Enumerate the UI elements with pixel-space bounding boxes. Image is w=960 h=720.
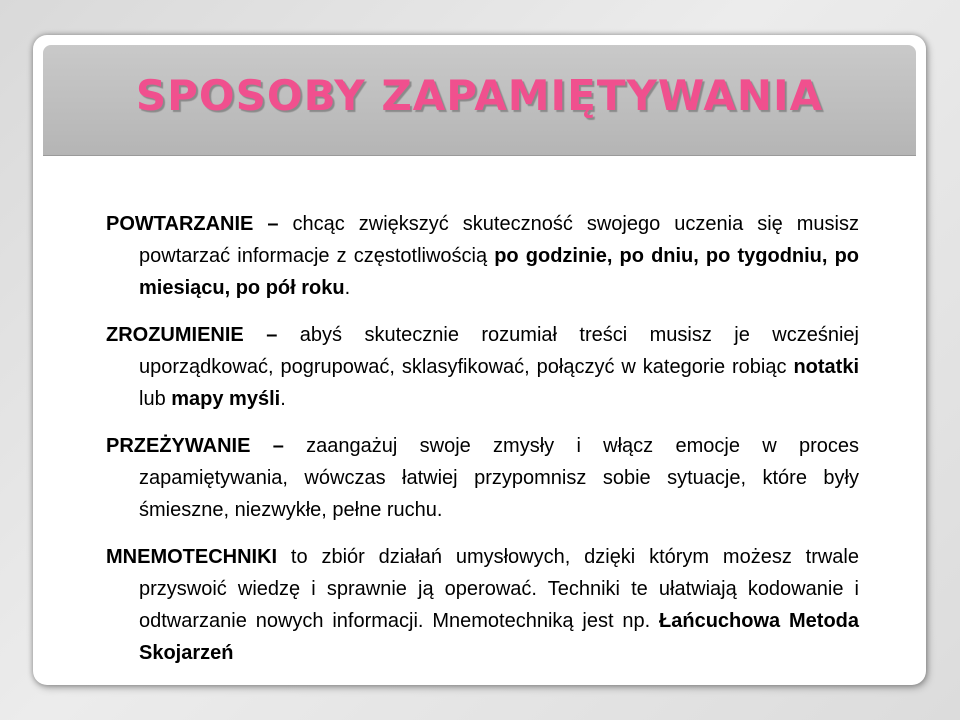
paragraph-text: . xyxy=(280,388,286,410)
slide xyxy=(33,35,926,685)
paragraph-text: abyś skutecznie rozumiał treści musisz je wcześniej uporządkować, pogrupować, sklasyfikować, połączyć w kategorie robiąc xyxy=(139,324,859,378)
paragraph-text: . xyxy=(344,277,351,299)
title-bar xyxy=(43,45,916,156)
paragraph-text: chcąc zwiększyć skuteczność swojego uczenia się musisz powtarzać informacje z częstotliwością xyxy=(139,213,859,267)
slide-body xyxy=(106,208,859,684)
paragraph-zrozumienie xyxy=(106,319,859,415)
term-przezywanie: PRZEŻYWANIE – xyxy=(106,435,284,457)
slide-title: SPOSOBY ZAPAMIĘTYWANIA xyxy=(135,71,824,120)
term-powtarzanie: POWTARZANIE – xyxy=(106,213,279,235)
term-mnemotechniki: MNEMOTECHNIKI xyxy=(106,546,278,568)
highlight-text: Łańcuchowa Metoda Skojarzeń xyxy=(139,610,859,664)
term-zrozumienie: ZROZUMIENIE – xyxy=(106,324,278,346)
paragraph-przezywanie xyxy=(106,430,859,526)
highlight-text: notatki xyxy=(793,356,859,378)
highlight-text: po godzinie, po dniu, po tygodniu, po miesiącu, po pół roku xyxy=(139,245,859,299)
paragraph-text: zaangażuj swoje zmysły i włącz emocje w proces zapamiętywania, wówczas łatwiej przypomnisz sobie sytuacje, które były śmieszne, niezwykłe, pełne ruchu. xyxy=(139,435,859,521)
paragraph-text: lub xyxy=(139,388,172,410)
paragraph-powtarzanie xyxy=(106,208,859,304)
paragraph-mnemotechniki xyxy=(106,541,859,669)
paragraph-text: to zbiór działań umysłowych, dzięki którym możesz trwale przyswoić wiedzę i sprawnie ją operować. Techniki te ułatwiają kodowanie i odtwarzanie nowych informacji. Mnemotechniką jest np. xyxy=(139,546,859,632)
highlight-text: mapy myśli xyxy=(171,388,281,410)
